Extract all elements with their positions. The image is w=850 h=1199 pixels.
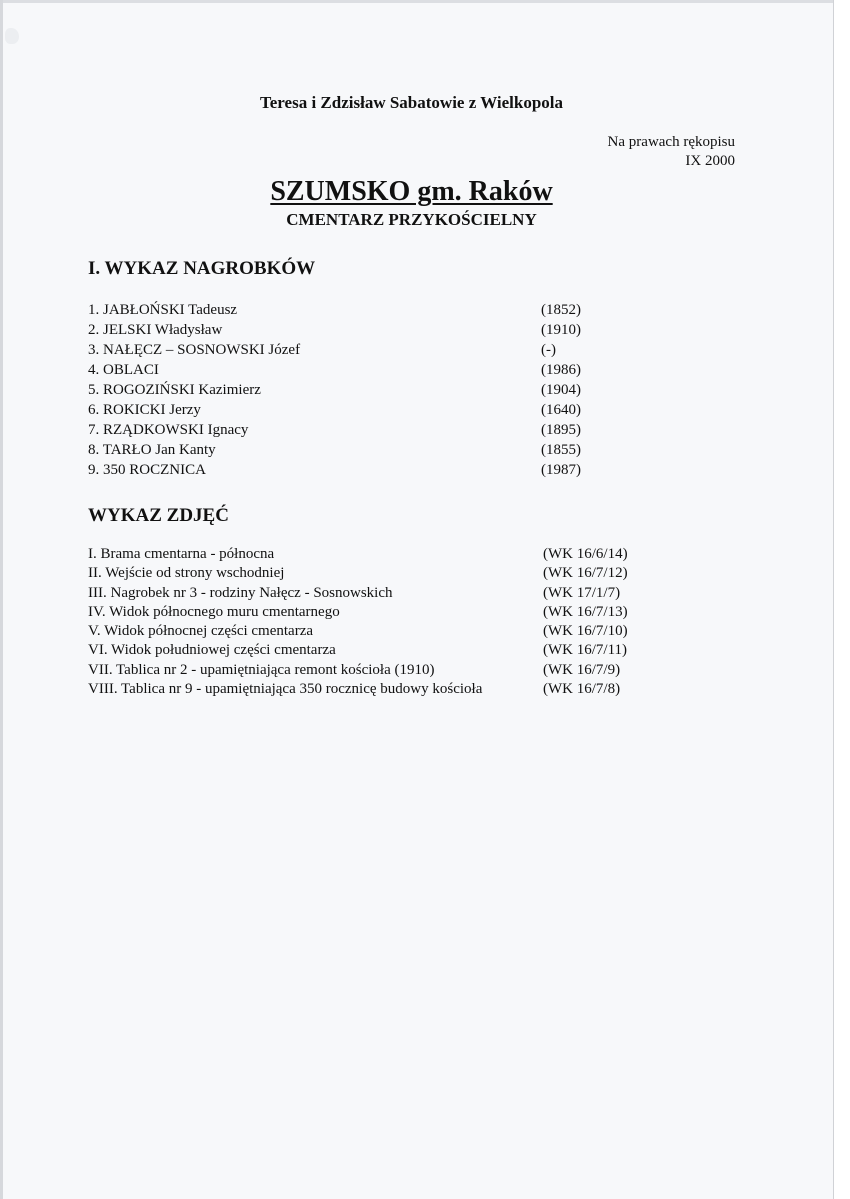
grave-name: 4. OBLACI [88,362,159,378]
list-item [88,320,608,340]
scan-edge-right [833,0,850,1199]
grave-year: (-) [541,342,556,358]
photo-ref: (WK 16/7/12) [543,565,628,582]
grave-name: 6. ROKICKI Jerzy [88,402,201,418]
document-title: SZUMSKO gm. Raków [270,176,553,207]
photo-caption: VIII. Tablica nr 9 - upamiętniająca 350 rocznicę budowy kościoła [88,681,483,698]
photo-caption: VI. Widok południowej części cmentarza [88,642,336,659]
photo-caption: VII. Tablica nr 2 - upamiętniająca remont kościoła (1910) [88,661,435,678]
photo-caption: IV. Widok północnego muru cmentarnego [88,603,340,620]
photo-caption: III. Nagrobek nr 3 - rodziny Nałęcz - Sosnowskich [88,584,393,601]
grave-year: (1852) [541,302,581,318]
list-item [88,460,608,480]
photo-caption: V. Widok północnej części cmentarza [88,623,314,640]
graves-list [88,300,608,480]
scan-corner-mark [5,28,19,44]
photo-ref: (WK 16/6/14) [543,546,628,562]
grave-year: (1855) [541,442,581,458]
grave-name: 2. JELSKI Władysław [88,322,223,338]
scan-edge-top [0,0,835,3]
manuscript-note-block [608,133,735,171]
authors-line: Teresa i Zdzisław Sabatowie z Wielkopola [259,93,564,112]
photos-list [88,545,648,699]
photo-ref: (WK 16/7/10) [543,623,628,640]
list-item [88,360,608,380]
photo-ref: (WK 16/7/8) [543,681,621,698]
grave-name: 7. RZĄDKOWSKI Ignacy [88,422,249,438]
grave-year: (1640) [541,402,581,418]
grave-year: (1895) [541,422,581,438]
list-item [88,680,648,699]
photos-heading: WYKAZ ZDJĘĆ [88,505,229,526]
list-item [88,584,648,603]
list-item [88,564,648,583]
photo-caption: II. Wejście od strony wschodniej [88,565,285,582]
grave-name: 9. 350 ROCZNICA [88,462,206,478]
grave-name: 1. JABŁOŃSKI Tadeusz [88,302,238,318]
grave-year: (1910) [541,322,581,338]
photo-ref: (WK 16/7/9) [543,661,621,678]
list-item [88,400,608,420]
grave-year: (1986) [541,362,581,378]
list-item [88,661,648,680]
graves-heading: I. WYKAZ NAGROBKÓW [88,258,316,279]
grave-year: (1904) [541,382,581,398]
document-subtitle: CMENTARZ PRZYKOŚCIELNY [286,210,537,229]
list-item [88,380,608,400]
grave-name: 3. NAŁĘCZ – SOSNOWSKI Józef [88,342,301,358]
document-date: IX 2000 [685,153,735,169]
grave-name: 8. TARŁO Jan Kanty [88,442,216,458]
list-item [88,641,648,660]
list-item [88,340,608,360]
list-item [88,603,648,622]
grave-name: 5. ROGOZIŃSKI Kazimierz [88,382,261,398]
photo-ref: (WK 16/7/11) [543,642,628,659]
photo-ref: (WK 16/7/13) [543,603,628,620]
list-item [88,545,648,564]
grave-year: (1987) [541,462,581,478]
photo-caption: I. Brama cmentarna - północna [88,546,275,562]
list-item [88,300,608,320]
manuscript-note: Na prawach rękopisu [607,134,735,150]
list-item [88,440,608,460]
list-item [88,420,608,440]
list-item [88,622,648,641]
photo-ref: (WK 17/1/7) [543,584,621,601]
